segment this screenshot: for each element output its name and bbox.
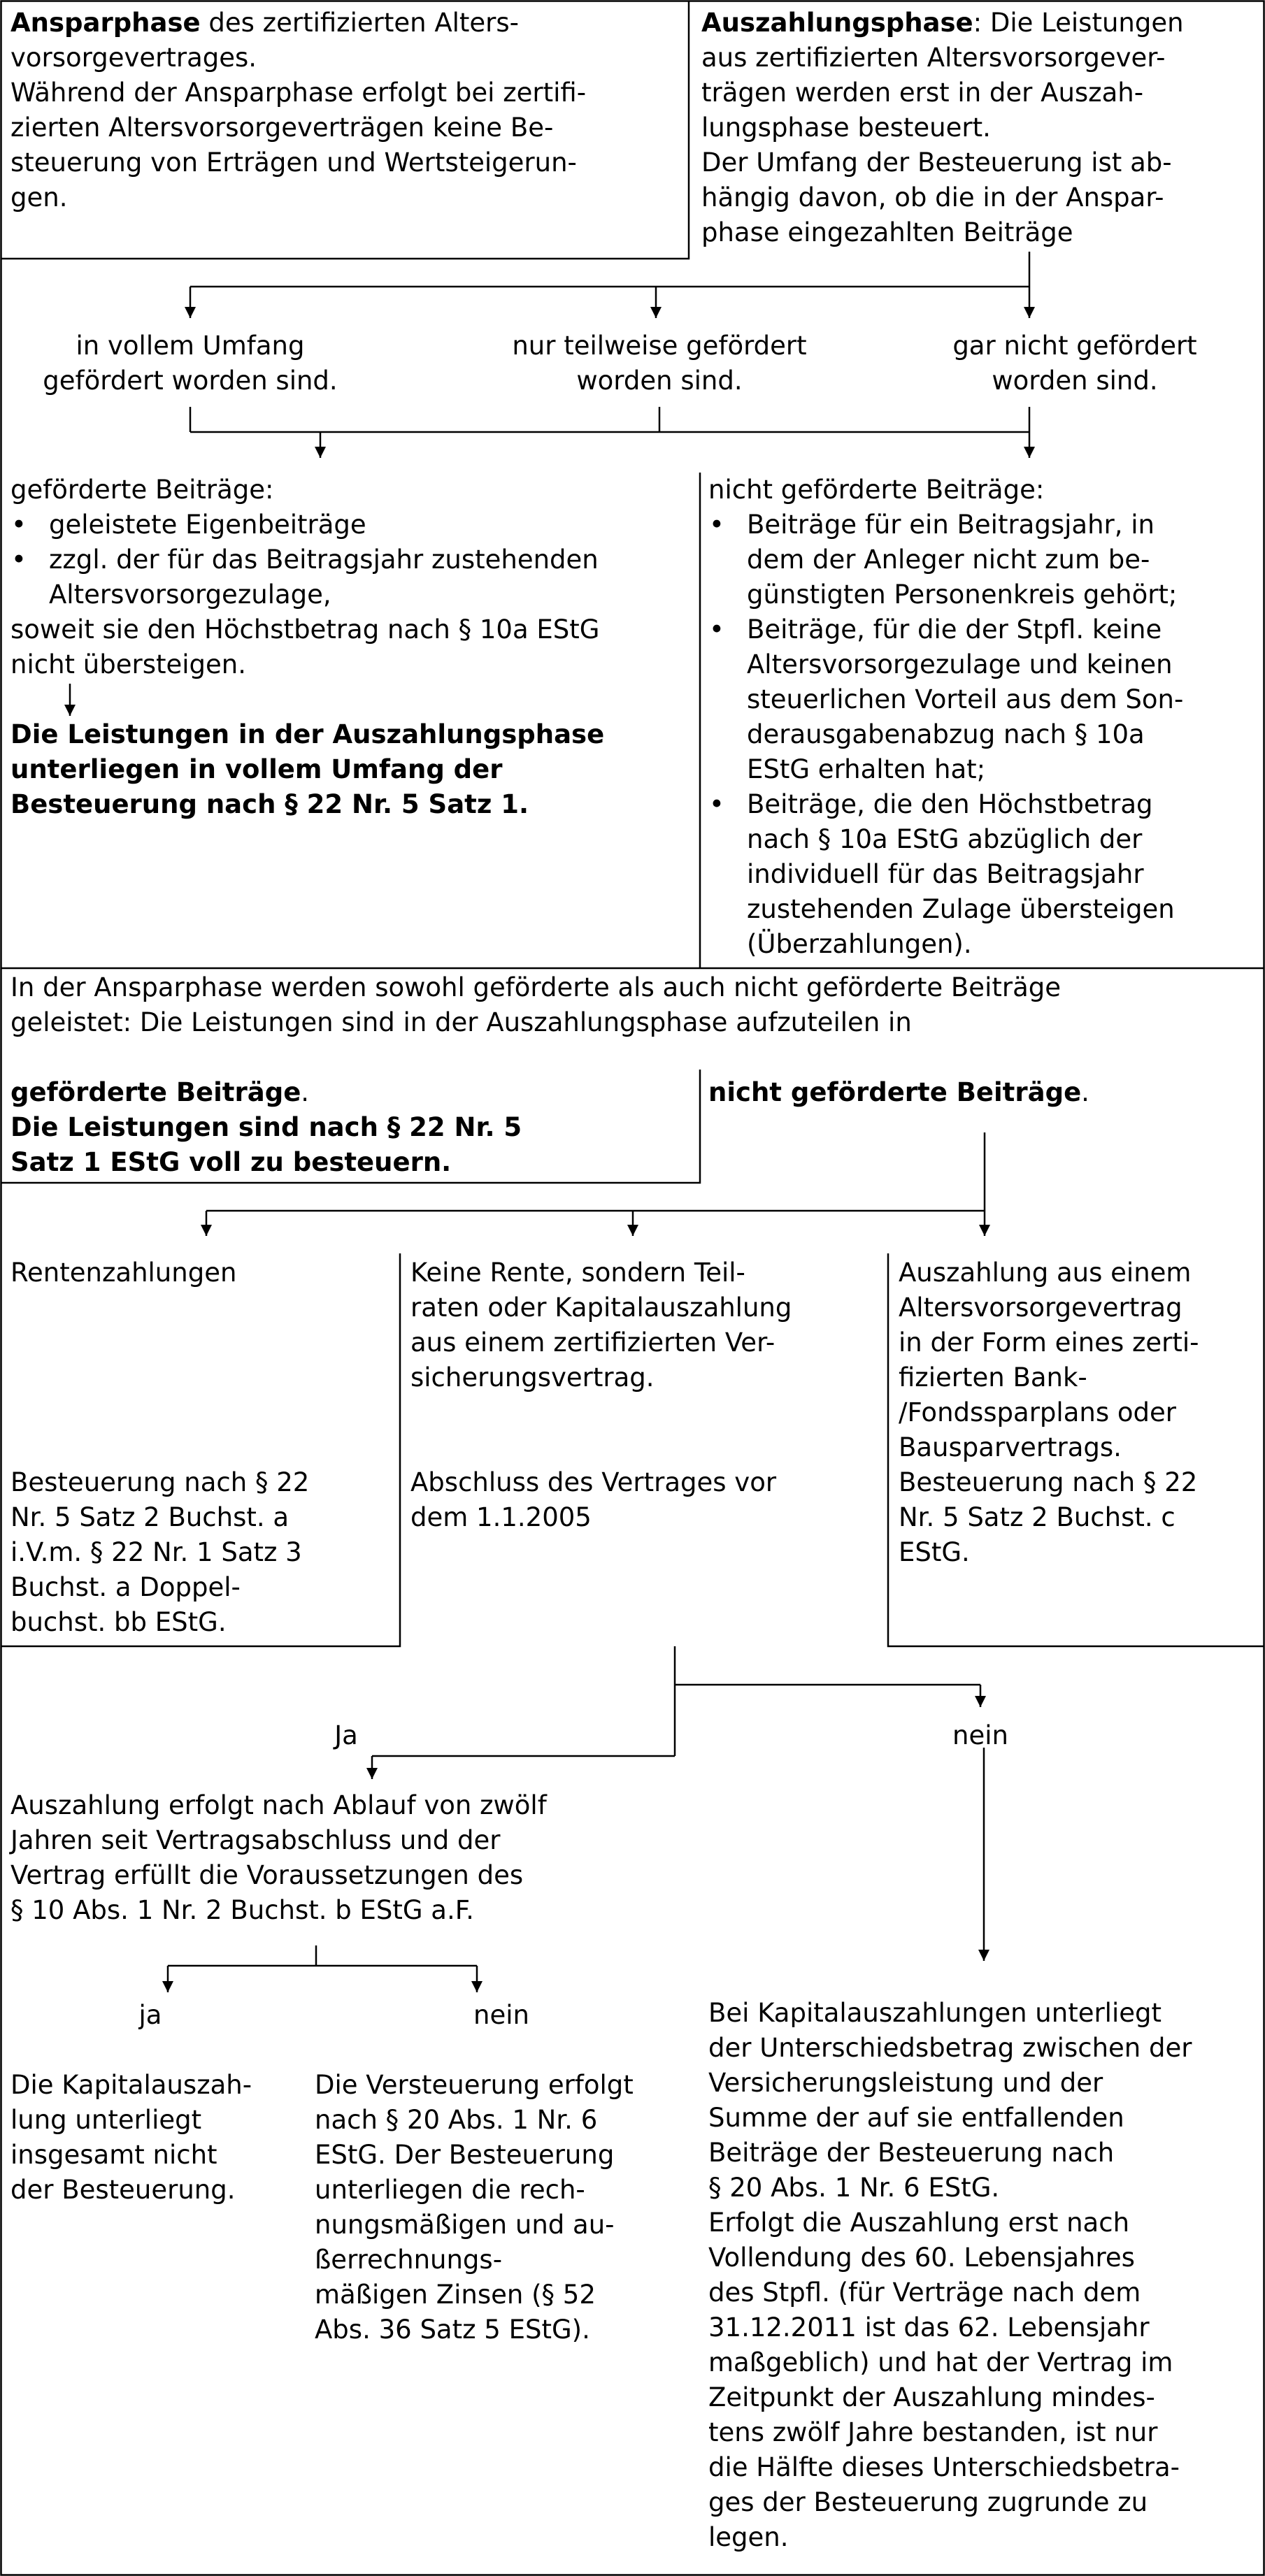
gefoerderte-heading-text: geförderte Beiträge: <box>10 475 274 505</box>
teilweise-gef-title: geförderte Beiträge <box>10 1077 301 1107</box>
bank-line: Besteuerung nach § 22 <box>899 1467 1198 1497</box>
nicht-gefoerderte-bullet-cont: individuell für das Beitragsjahr <box>747 859 1144 889</box>
result-kapital-line: des Stpfl. (für Verträge nach dem <box>708 2278 1141 2308</box>
ansparphase-title: Ansparphase <box>10 8 201 38</box>
ansparphase-line: zierten Altersvorsorgeverträgen keine Be- <box>10 113 554 143</box>
zwoelf-line: Auszahlung erfolgt nach Ablauf von zwölf <box>10 1790 547 1820</box>
auszahlungsphase-line: trägen werden erst in der Auszah- <box>701 78 1144 108</box>
result-nein-line: ßerrechnungs- <box>315 2245 503 2275</box>
decision2-no-text: nein <box>473 2000 529 2030</box>
result-nein-line: nungsmäßigen und au- <box>315 2210 615 2240</box>
ansparphase-line: vorsorgevertrages. <box>10 43 257 73</box>
keine-rente-question-line: dem 1.1.2005 <box>410 1502 592 1532</box>
result-nein-line: mäßigen Zinsen (§ 52 <box>315 2280 596 2310</box>
teilweise-gef <box>10 1075 522 1180</box>
bank-line: Nr. 5 Satz 2 Buchst. c <box>899 1502 1175 1532</box>
gefoerderte-bullet: • zzgl. der für das Beitragsjahr zustehenden <box>8 542 599 577</box>
teilweise-intro-line: In der Ansparphase werden sowohl geförderte als auch nicht geförderte Beiträge <box>10 972 1061 1002</box>
teilweise-intro <box>10 970 1061 1040</box>
teilweise-intro-line: geleistet: Die Leistungen sind in der Auszahlungsphase aufzuteilen in <box>10 1007 912 1037</box>
result-kapital-line: Beiträge der Besteuerung nach <box>708 2138 1115 2168</box>
zwoelf-line: § 10 Abs. 1 Nr. 2 Buchst. b EStG a.F. <box>10 1895 474 1925</box>
result-nein-line: unterliegen die rech- <box>315 2175 585 2205</box>
gefoerderte-lines <box>10 612 599 682</box>
auszahlungsphase-line: hängig davon, ob die in der Anspar- <box>701 182 1164 213</box>
teilweise-nicht-dot: . <box>1081 1077 1089 1107</box>
result-kapital-line: Bei Kapitalauszahlungen unterliegt <box>708 1998 1162 2028</box>
bank-line: Bausparvertrags. <box>899 1432 1122 1462</box>
option-partial <box>464 329 855 398</box>
nicht-gefoerderte-bullet-cont: (Überzahlungen). <box>747 929 972 959</box>
renten-line: Nr. 5 Satz 2 Buchst. a <box>10 1502 290 1532</box>
result-ja-line: insgesamt nicht <box>10 2140 217 2170</box>
nicht-gefoerderte-bullet: • Beiträge, für die der Stpfl. keine <box>706 612 1183 647</box>
bank-line: Auszahlung aus einem <box>899 1258 1192 1288</box>
option-none-line: worden sind. <box>992 366 1158 396</box>
gefoerderte-bullet: • geleistete Eigenbeiträge <box>8 508 599 542</box>
auszahlungsphase-line: Der Umfang der Besteuerung ist ab- <box>701 147 1172 178</box>
gefoerderte-heading <box>10 473 274 508</box>
result-nein-line: EStG. Der Besteuerung <box>315 2140 615 2170</box>
option-full-line: in vollem Umfang <box>76 331 305 361</box>
teilweise-nicht <box>708 1075 1089 1110</box>
gefoerderte-bullet-cont: Altersvorsorgezulage, <box>49 580 331 610</box>
renten-lines <box>10 1465 309 1640</box>
option-none-line: gar nicht gefördert <box>952 331 1197 361</box>
gefoerderte-line: soweit sie den Höchstbetrag nach § 10a EStG <box>10 614 600 645</box>
decision1-yes-label <box>301 1718 392 1753</box>
result-kapital-line: Vollendung des 60. Lebensjahres <box>708 2243 1135 2273</box>
nicht-gefoerderte-bullet-cont: günstigten Personenkreis gehört; <box>747 580 1178 610</box>
nicht-gefoerderte-bullets <box>706 508 1183 962</box>
result-kapital-line: Summe der auf sie entfallenden <box>708 2103 1124 2133</box>
result-kapital-line: ges der Besteuerung zugrunde zu <box>708 2487 1148 2517</box>
nicht-gefoerderte-bullet-cont: nach § 10a EStG abzüglich der <box>747 824 1143 854</box>
result-kapital-line: 31.12.2011 ist das 62. Lebensjahr <box>708 2312 1150 2343</box>
keine-rente-question-line: Abschluss des Vertrages vor <box>410 1467 777 1497</box>
nicht-gefoerderte-bullet: • Beiträge, die den Höchstbetrag <box>706 787 1183 822</box>
result-kapital-line: legen. <box>708 2522 789 2552</box>
result-kapital-line: der Unterschiedsbetrag zwischen der <box>708 2033 1192 2063</box>
keine-rente-line: Keine Rente, sondern Teil- <box>410 1258 745 1288</box>
option-partial-line: nur teilweise gefördert <box>512 331 807 361</box>
decision1-no-text: nein <box>952 1720 1008 1750</box>
result-nein <box>315 2068 634 2347</box>
nicht-gefoerderte-heading <box>708 473 1044 508</box>
nicht-gefoerderte-bullet-cont: Altersvorsorgezulage und keinen <box>747 649 1173 679</box>
zwoelf-text <box>10 1788 547 1928</box>
nicht-gefoerderte-bullet-cont: steuerlichen Vorteil aus dem Son- <box>747 684 1184 714</box>
zwoelf-line: Jahren seit Vertragsabschluss und der <box>10 1825 501 1855</box>
zwoelf-line: Vertrag erfüllt die Voraussetzungen des <box>10 1860 524 1890</box>
bank-text <box>899 1255 1199 1570</box>
teilweise-gef-dot: . <box>301 1077 310 1107</box>
renten-title <box>10 1255 236 1290</box>
decision1-yes-text: Ja <box>334 1720 358 1750</box>
decision2-yes-text: ja <box>138 2000 162 2030</box>
option-partial-line: worden sind. <box>576 366 743 396</box>
keine-rente-text <box>410 1255 792 1395</box>
nicht-gefoerderte-heading-text: nicht geförderte Beiträge: <box>708 475 1045 505</box>
ansparphase-line: Während der Ansparphase erfolgt bei zertifi- <box>10 78 587 108</box>
result-nein-line: Die Versteuerung erfolgt <box>315 2070 634 2100</box>
result-ja <box>10 2068 252 2208</box>
bank-line: EStG. <box>899 1537 970 1567</box>
ansparphase-line: steuerung von Erträgen und Wertsteigerun- <box>10 147 577 178</box>
renten-line: i.V.m. § 22 Nr. 1 Satz 3 <box>10 1537 302 1567</box>
nicht-gefoerderte-bullet-cont: dem der Anleger nicht zum be- <box>747 545 1150 575</box>
result-kapital-line: Erfolgt die Auszahlung erst nach <box>708 2208 1130 2238</box>
decision1-no-label <box>935 1718 1026 1753</box>
renten-line: Besteuerung nach § 22 <box>10 1467 310 1497</box>
result-kapital <box>708 1996 1192 2555</box>
auszahlungsphase-title: Auszahlungsphase <box>701 8 973 38</box>
bank-line: /Fondssparplans oder <box>899 1397 1176 1427</box>
gefoerderte-conclusion <box>10 717 604 822</box>
nicht-gefoerderte-bullet: • Beiträge für ein Beitragsjahr, in <box>706 508 1183 542</box>
result-ja-line: Die Kapitalauszah- <box>10 2070 252 2100</box>
auszahlungsphase-title-rest: : Die Leistungen <box>973 8 1184 38</box>
result-nein-line: Abs. 36 Satz 5 EStG). <box>315 2315 590 2345</box>
option-full <box>15 329 365 398</box>
ansparphase-title-rest: des zertifizierten Alters- <box>200 8 520 38</box>
auszahlungsphase-line: aus zertifizierten Altersvorsorgever- <box>701 43 1166 73</box>
decision2-no-label <box>456 1998 547 2033</box>
bank-line: in der Form eines zerti- <box>899 1327 1199 1358</box>
gefoerderte-conclusion-line: Die Leistungen in der Auszahlungsphase <box>10 719 605 749</box>
nicht-gefoerderte-bullet-cont: derausgabenabzug nach § 10a <box>747 719 1145 749</box>
auszahlungsphase-line: lungsphase besteuert. <box>701 113 991 143</box>
teilweise-gef-line: Die Leistungen sind nach § 22 Nr. 5 <box>10 1112 522 1142</box>
result-kapital-line: Versicherungsleistung und der <box>708 2068 1103 2098</box>
nicht-gefoerderte-bullet-cont: EStG erhalten hat; <box>747 754 986 784</box>
gefoerderte-bullets <box>8 508 599 612</box>
gefoerderte-conclusion-line: Besteuerung nach § 22 Nr. 5 Satz 1. <box>10 789 529 819</box>
bank-line: Altersvorsorgevertrag <box>899 1293 1182 1323</box>
result-kapital-line: tens zwölf Jahre bestanden, ist nur <box>708 2417 1158 2447</box>
ansparphase-line: gen. <box>10 182 68 213</box>
result-kapital-line: maßgeblich) und hat der Vertrag im <box>708 2347 1173 2377</box>
bank-line: fizierten Bank- <box>899 1362 1087 1393</box>
keine-rente-question <box>410 1465 776 1535</box>
keine-rente-line: raten oder Kapitalauszahlung <box>410 1293 792 1323</box>
gefoerderte-conclusion-line: unterliegen in vollem Umfang der <box>10 754 503 784</box>
option-none <box>900 329 1250 398</box>
teilweise-nicht-title: nicht geförderte Beiträge <box>708 1077 1082 1107</box>
result-nein-line: nach § 20 Abs. 1 Nr. 6 <box>315 2105 598 2135</box>
option-full-line: gefördert worden sind. <box>43 366 338 396</box>
renten-line: buchst. bb EStG. <box>10 1607 227 1637</box>
nicht-gefoerderte-bullet-cont: zustehenden Zulage übersteigen <box>747 894 1175 924</box>
teilweise-gef-line: Satz 1 EStG voll zu besteuern. <box>10 1147 452 1177</box>
result-ja-line: lung unterliegt <box>10 2105 202 2135</box>
keine-rente-line: aus einem zertifizierten Ver- <box>410 1327 776 1358</box>
auszahlungsphase-line: phase eingezahlten Beiträge <box>701 217 1073 247</box>
result-kapital-line: die Hälfte dieses Unterschiedsbetra- <box>708 2452 1180 2482</box>
keine-rente-line: sicherungsvertrag. <box>410 1362 655 1393</box>
decision2-yes-label <box>112 1998 189 2033</box>
renten-title-text: Rentenzahlungen <box>10 1258 237 1288</box>
renten-line: Buchst. a Doppel- <box>10 1572 241 1602</box>
result-kapital-line: § 20 Abs. 1 Nr. 6 EStG. <box>708 2173 1000 2203</box>
ansparphase-text <box>10 6 586 215</box>
gefoerderte-line: nicht übersteigen. <box>10 649 246 679</box>
auszahlungsphase-text <box>701 6 1184 250</box>
result-kapital-line: Zeitpunkt der Auszahlung mindes- <box>708 2382 1155 2412</box>
result-ja-line: der Besteuerung. <box>10 2175 236 2205</box>
